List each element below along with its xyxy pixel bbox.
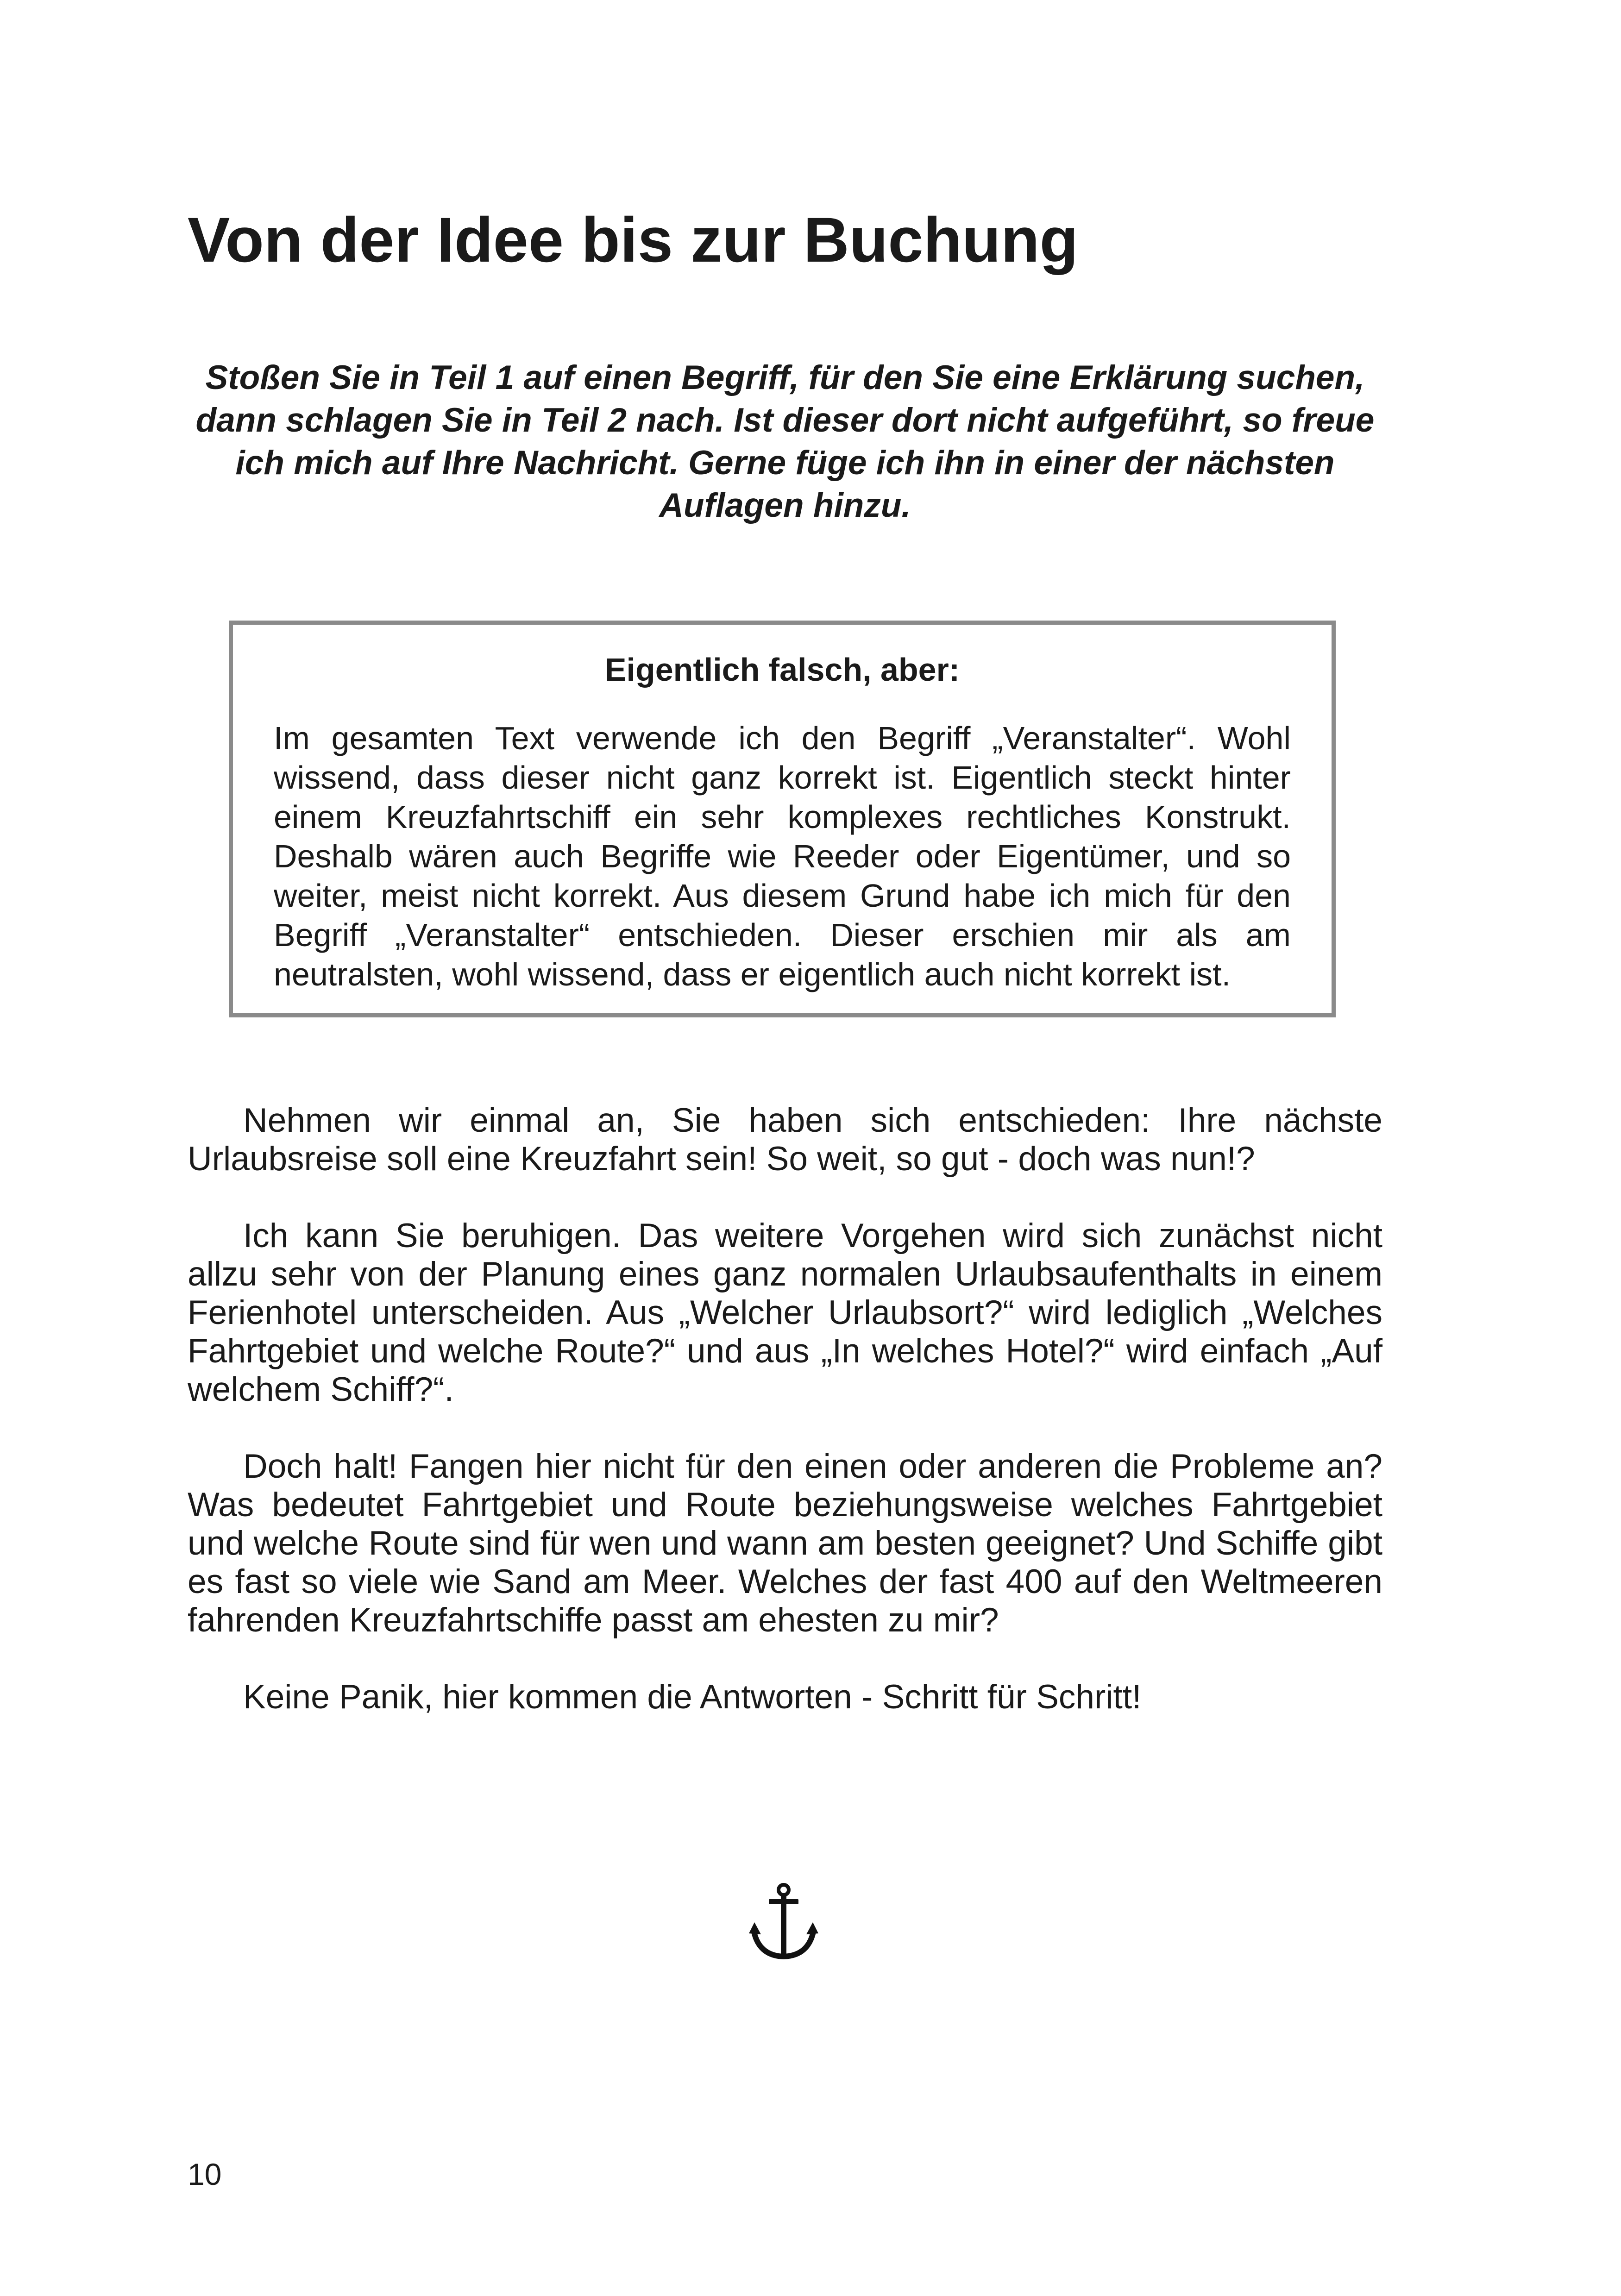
paragraph-4: Keine Panik, hier kommen die Antworten - Schritt für Schritt! <box>243 1678 1142 1716</box>
anchor-icon <box>749 1882 818 1961</box>
page-title: Von der Idee bis zur Buchung <box>188 205 1079 276</box>
callout-text: Im gesamten Text verwende ich den Begriff „Veranstalter“. Wohl wissend, dass dieser nicht ganz korrekt ist. Eigentlich steckt hinter einem Kreuzfahrtschiff ein sehr komplexes rechtliches Konstrukt. Deshalb wären auch Begriffe wie Reeder oder Eigentümer, und so weiter, meist nicht korrekt. Aus diesem Grund habe ich mich für den Begriff „Veranstalter“ entschieden. Dieser erschien mir als am neutralsten, wohl wissend, dass er eigentlich auch nicht korrekt ist. <box>274 720 1291 992</box>
callout-title: Eigentlich falsch, aber: <box>604 652 960 688</box>
paragraph-3: Doch halt! Fangen hier nicht für den einen oder anderen die Probleme an? Was bedeutet Fahrtgebiet und Route beziehungsweise welches Fahrtgebiet und welche Route sind für wen und wann am besten geeignet? Und Schiffe gibt es fast so viele wie Sand am Meer. Welches der fast 400 auf den Weltmeeren fahrenden Kreuzfahrtschiffe passt am ehesten zu mir? <box>188 1448 1382 1639</box>
callout-box <box>229 621 1336 1017</box>
main-text <box>188 1101 1382 1755</box>
paragraph-1: Nehmen wir einmal an, Sie haben sich entschieden: Ihre nächste Urlaubsreise soll eine Kreuzfahrt sein! So weit, so gut - doch was nun!? <box>188 1102 1382 1178</box>
page-number: 10 <box>188 2157 222 2191</box>
paragraph-2: Ich kann Sie beruhigen. Das weitere Vorgehen wird sich zunächst nicht allzu sehr von der Planung eines ganz normalen Urlaubsaufenthalts in einem Ferienhotel unterscheiden. Aus „Welcher Urlaubsort?“ wird lediglich „Welches Fahrtgebiet und welche Route?“ und aus „In welches Hotel?“ wird einfach „Auf welchem Schiff?“. <box>188 1217 1382 1408</box>
intro-note: Stoßen Sie in Teil 1 auf einen Begriff, für den Sie eine Erklärung suchen, dann schlagen Sie in Teil 2 nach. Ist dieser dort nicht aufgeführt, so freue ich mich auf Ihre Nachricht. Gerne füge ich ihn in einer der nächsten Auflagen hinzu. <box>195 359 1375 524</box>
